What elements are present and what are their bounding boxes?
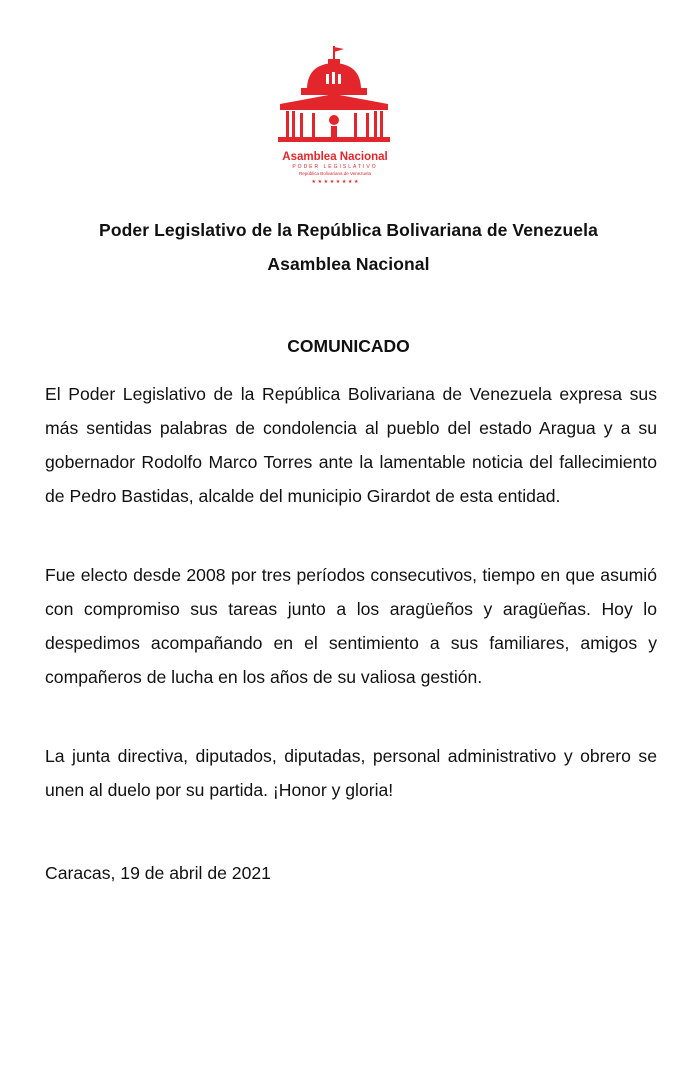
paragraph: Fue electo desde 2008 por tres períodos consecutivos, tiempo en que asumió con compromiso sus tareas junto a los aragüeños y aragüeñas. Hoy lo despedimos acompañando en el sentimiento a sus familiares, amigos y compañeros de lucha en los años de su valiosa gestión. [45, 565, 657, 687]
place-date: Caracas, 19 de abril de 2021 [45, 863, 271, 883]
capitol-dome-icon [270, 44, 400, 189]
paragraph: La junta directiva, diputados, diputadas, personal administrativo y obrero se unen al duelo por su partida. ¡Honor y gloria! [45, 746, 657, 800]
logo-subtitle: PODER LEGISLATIVO [292, 164, 378, 170]
header-line-2: Asamblea Nacional [267, 254, 430, 274]
paragraph: El Poder Legislativo de la República Bolivariana de Venezuela expresa sus más sentidas palabras de condolencia al pueblo del estado Aragua y a su gobernador Rodolfo Marco Torres ante la lamentable noticia del fallecimiento de Pedro Bastidas, alcalde del municipio Girardot de esta entidad. [45, 384, 657, 506]
header-line-1: Poder Legislativo de la República Bolivariana de Venezuela [99, 220, 598, 240]
logo-stars: ★ ★ ★ ★ ★ ★ ★ ★ [311, 179, 359, 185]
document-title: COMUNICADO [287, 336, 410, 356]
logo-title: Asamblea Nacional [282, 151, 388, 163]
asamblea-nacional-logo [270, 44, 400, 189]
logo-country: República Bolivariana de Venezuela [298, 171, 372, 176]
